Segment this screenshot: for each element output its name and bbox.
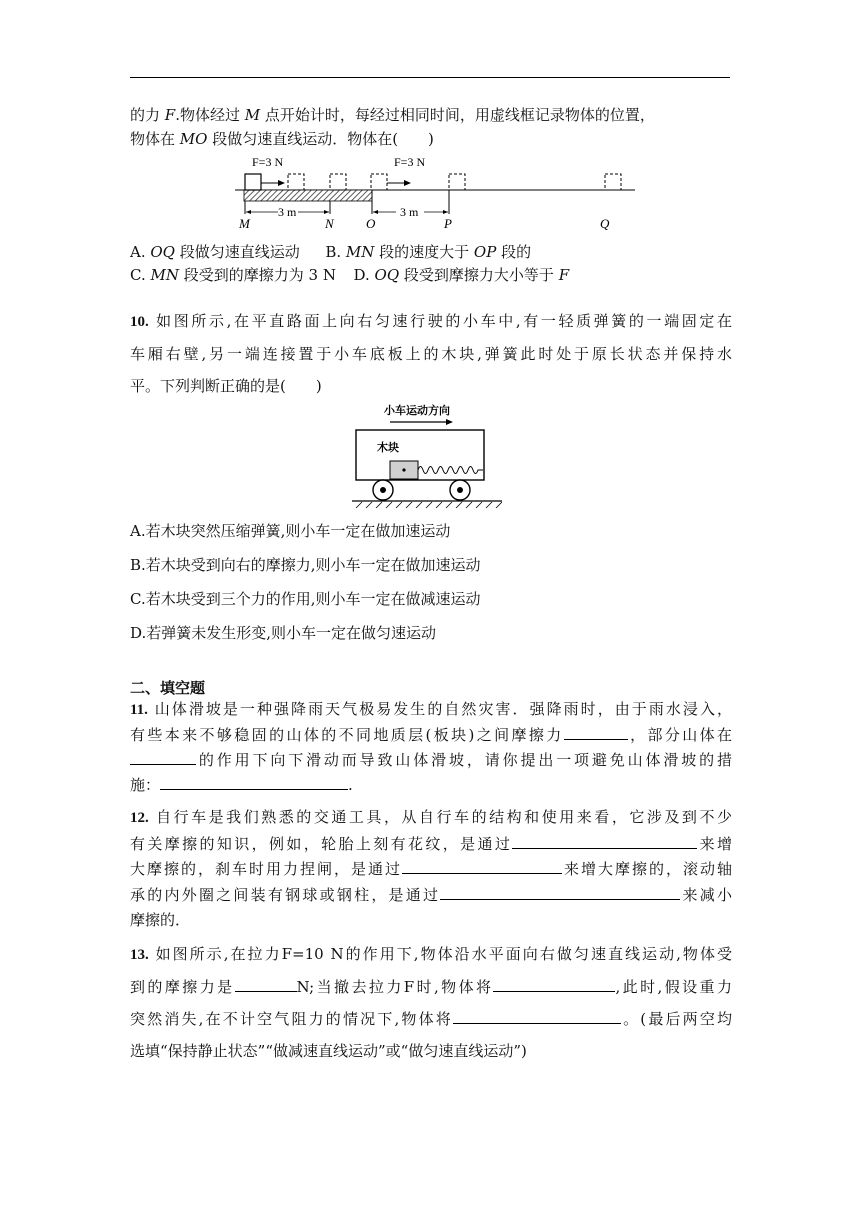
q9-options-row-1 (130, 240, 531, 264)
q10-line-2: 车厢右壁,另一端连接置于小车底板上的木块,弹簧此时处于原长状态并保持水 (130, 345, 732, 363)
q10-option-a[interactable]: A.若木块突然压缩弹簧,则小车一定在做加速运动 (130, 522, 451, 540)
block-label: 木块 (377, 441, 399, 454)
cart-body (356, 430, 484, 480)
force-arrow-left (261, 180, 285, 186)
q12-line-2: 有关摩擦的知识，例如，轮胎上刻有花纹，是通过 来增 (130, 832, 732, 858)
q10-option-b[interactable]: B.若木块受到向右的摩擦力,则小车一定在做加速运动 (130, 556, 481, 574)
q9-line-1: 的力 F.物体经过 M 点开始计时，每经过相同时间，用虚线框记录物体的位置， (130, 106, 655, 124)
header-rule (130, 77, 730, 78)
q10-line-1: 10. 如图所示,在平直路面上向右匀速行驶的小车中,有一轻质弹簧的一端固定在 (130, 312, 732, 330)
q13-blank-2[interactable] (493, 975, 615, 992)
q13-stem (130, 938, 732, 1067)
q12-line-4: 承的内外圈之间装有钢球或钢柱，是通过 来减小 (130, 883, 732, 909)
q12-blank-3[interactable] (440, 883, 680, 900)
q11-blank-3[interactable] (160, 773, 348, 790)
dashed-positions (288, 174, 621, 190)
q11-line-1: 11. 山体滑坡是一种强降雨天气极易发生的自然灾害．强降雨时，由于雨水浸入， (130, 700, 732, 718)
q12-blank-1[interactable] (512, 832, 697, 849)
q11-blank-1[interactable] (564, 723, 628, 740)
q13-line-4: 选填“保持静止状态”“做减速直线运动”或“做匀速直线运动”) (130, 1042, 527, 1060)
dist-label-left: 3 m (278, 205, 297, 219)
q12-line-1: 12. 自行车是我们熟悉的交通工具，从自行车的结构和使用来看，它涉及到不少 (130, 808, 732, 826)
q10-figure (352, 402, 512, 510)
q9-option-d[interactable]: D. OQ 段受到摩擦力大小等于 F (353, 266, 570, 284)
q9-line-2: 物体在 MO 段做匀速直线运动．物体在( ) (130, 130, 434, 148)
point-Q: Q (600, 216, 610, 231)
q12-stem (130, 805, 732, 934)
q13-line-1: 13. 如图所示,在拉力F=10 N的作用下,物体沿水平面向右做匀速直线运动,物体受 (130, 945, 732, 963)
q13-blank-3[interactable] (453, 1007, 621, 1024)
q10-option-c[interactable]: C.若木块受到三个力的作用,则小车一定在做减速运动 (130, 590, 481, 608)
q12-line-3: 大摩擦的，刹车时用力捏闸，是通过 来增大摩擦的，滚动轴 (130, 857, 732, 883)
force-label-left: F=3 N (252, 155, 284, 169)
point-O: O (366, 216, 376, 231)
q9-option-b[interactable]: B. MN 段的速度大于 OP 段的 (325, 243, 532, 261)
q11-line-2: 有些本来不够稳固的山体的不同地质层(板块)之间摩擦力 ，部分山体在 (130, 723, 732, 748)
q9-options-row-2 (130, 263, 569, 287)
direction-arrow (390, 419, 453, 425)
q13-line-3: 突然消失,在不计空气阻力的情况下,物体将 。(最后两空均 (130, 1003, 732, 1035)
point-M: M (239, 216, 250, 231)
q9-figure (230, 152, 640, 232)
direction-label: 小车运动方向 (384, 404, 450, 417)
q12-blank-2[interactable] (402, 857, 562, 874)
q11-line-4: 施： . (130, 773, 732, 798)
point-P: P (444, 216, 452, 231)
section-heading: 二、填空题 (130, 679, 206, 697)
q11-stem (130, 697, 732, 798)
q9-option-c[interactable]: C. MN 段受到的摩擦力为 3 N (130, 266, 336, 284)
q9-stem (130, 103, 732, 151)
q9-option-a[interactable]: A. OQ 段做匀速直线运动 (130, 243, 300, 261)
point-N: N (325, 216, 334, 231)
q12-line-5: 摩擦的． (130, 911, 191, 929)
q11-blank-2[interactable] (130, 748, 196, 765)
rough-surface (244, 190, 372, 201)
q11-line-3: 的作用下向下滑动而导致山体滑坡，请你提出一项避免山体滑坡的措 (130, 748, 732, 773)
q13-line-2: 到的摩擦力是 N;当撤去拉力F时,物体将 ,此时,假设重力 (130, 971, 732, 1003)
q10-stem (130, 305, 732, 402)
force-label-right: F=3 N (394, 155, 426, 169)
q10-line-3: 平。下列判断正确的是( ) (130, 377, 322, 395)
dist-label-right: 3 m (400, 205, 419, 219)
q13-blank-1[interactable] (235, 975, 297, 992)
block (245, 174, 261, 190)
force-arrow-right (387, 180, 411, 186)
q10-option-d[interactable]: D.若弹簧未发生形变,则小车一定在做匀速运动 (130, 624, 437, 642)
